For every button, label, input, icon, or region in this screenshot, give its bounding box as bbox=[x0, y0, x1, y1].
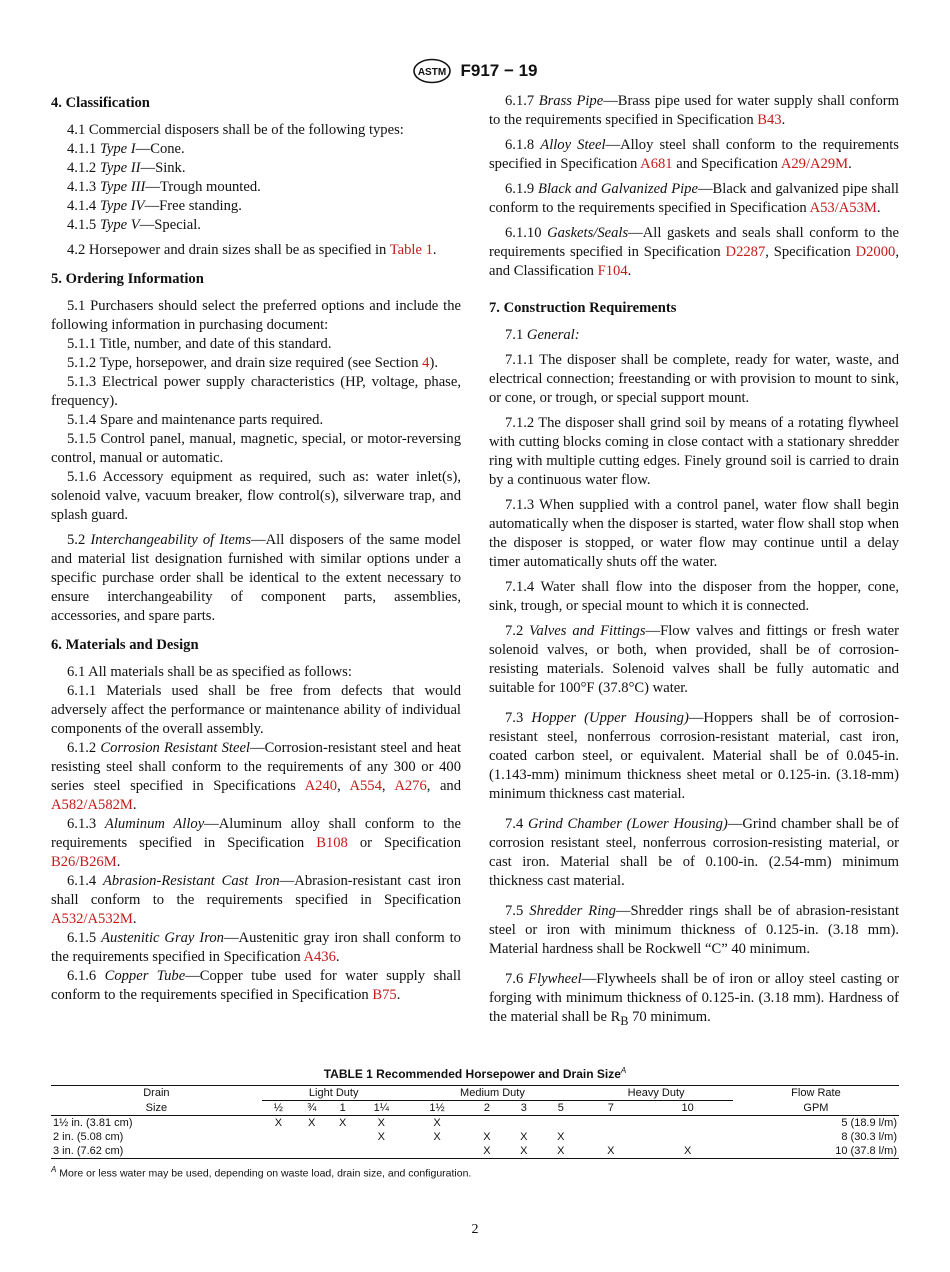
section-4-link[interactable]: 4 bbox=[422, 355, 430, 371]
drain-header: Drain bbox=[51, 1086, 262, 1101]
hp-header: ½ bbox=[262, 1101, 295, 1116]
para-7-1-3: 7.1.3 When supplied with a control panel, water flow shall begin automatically when the disposer is started, water flow shall stop when the disposer is stopped, or water flow may continue until a delay timer automatically shuts off the water. bbox=[489, 497, 899, 570]
light-duty-header: Light Duty bbox=[262, 1086, 406, 1101]
para-6-1-7: 6.1.7 Brass Pipe—Brass pipe used for water supply shall conform to the requirements specified in Specification B43. bbox=[489, 93, 899, 128]
flow-rate-header: Flow Rate bbox=[733, 1086, 899, 1101]
table-row: 1½ in. (3.81 cm) X X X X X 5 (18.9 l/m) bbox=[53, 1117, 897, 1129]
para-6-1-2: 6.1.2 Corrosion Resistant Steel—Corrosion-resistant steel and heat resisting steel shall conform to the requirements of any 300 or 400 series steel specified in Specifications A240, A554, A276, and A582/A582M. bbox=[51, 740, 462, 813]
astm-logo-icon bbox=[412, 58, 452, 84]
table-footnote: $^A$ More or less water may be used, depending on waste load, drain size, and configuration. bbox=[51, 1165, 472, 1180]
para-5-1-3: 5.1.3 Electrical power supply characteristics (HP, voltage, phase, frequency). bbox=[51, 374, 461, 409]
type-item: 4.1.4 Type IV—Free standing. bbox=[67, 198, 242, 214]
spec-link[interactable]: B75 bbox=[372, 987, 397, 1003]
para-7-3: 7.3 Hopper (Upper Housing)—Hoppers shall be of corrosion-resistant steel, nonferrous corrosion-resistant material, cast iron, coated carbon steel, or equivalent. Material shall be of 0.045-in. (1.143-mm) minimum thickness sheet metal or 0.125-in. (3.18-mm) minimum thickness cast material. bbox=[489, 710, 899, 802]
spec-link[interactable]: A276 bbox=[394, 778, 427, 794]
section-7-heading: 7. Construction Requirements bbox=[489, 300, 677, 316]
hp-header: 1 bbox=[328, 1101, 357, 1116]
para-4-1: 4.1 Commercial disposers shall be of the following types: bbox=[67, 122, 404, 138]
table-row: 3 in. (7.62 cm) X X X X X 10 (37.8 l/m) bbox=[53, 1145, 897, 1157]
para-5-1: 5.1 Purchasers should select the preferred options and include the following information in purchasing document: bbox=[51, 298, 461, 333]
table-1 bbox=[51, 1066, 899, 1180]
page-header bbox=[0, 58, 950, 84]
spec-link[interactable]: B26/B26M bbox=[51, 854, 117, 870]
hp-header: 1¼ bbox=[357, 1101, 406, 1116]
para-7-1-4: 7.1.4 Water shall flow into the disposer from the hopper, cone, sink, trough, or special mount to which it is connected. bbox=[489, 579, 899, 614]
table-row: 2 in. (5.08 cm) X X X X X 8 (30.3 l/m) bbox=[53, 1131, 897, 1143]
document-designation: F917 − 19 bbox=[460, 61, 538, 80]
para-6-1-9: 6.1.9 Black and Galvanized Pipe—Black and galvanized pipe shall conform to the requirements specified in Specification A53/A53M. bbox=[489, 181, 899, 216]
para-5-2: 5.2 Interchangeability of Items—All disposers of the same model and material list designation furnished with similar options under a specific purchase order shall be identical to the extent necessary to ensure interchangeability of component parts, assemblies, accessories, and spare parts. bbox=[51, 532, 461, 624]
right-column bbox=[489, 92, 899, 1031]
hp-header: 1½ bbox=[406, 1101, 469, 1116]
type-item: 4.1.3 Type III—Trough mounted. bbox=[67, 179, 261, 195]
spec-link[interactable]: D2287 bbox=[725, 244, 766, 260]
para-6-1-5: 6.1.5 Austenitic Gray Iron—Austenitic gray iron shall conform to the requirements specified in Specification A436. bbox=[51, 930, 461, 965]
spec-link[interactable]: A532/A532M bbox=[51, 911, 133, 927]
spec-link[interactable]: A53/A53M bbox=[809, 200, 877, 216]
para-7-2: 7.2 Valves and Fittings—Flow valves and fittings or fresh water solenoid valves, or both, when provided, shall be of corrosion-resisting materials. Solenoid valves shall be fully automatic and suitable for 100°F (37.8°C) water. bbox=[489, 623, 899, 696]
para-5-1-5: 5.1.5 Control panel, manual, magnetic, special, or motor-reversing control, manual or automatic. bbox=[51, 431, 461, 466]
para-5-1-2: 5.1.2 Type, horsepower, and drain size required (see Section 4). bbox=[67, 355, 438, 371]
para-5-1-4: 5.1.4 Spare and maintenance parts required. bbox=[67, 412, 324, 428]
section-4-heading: 4. Classification bbox=[51, 95, 150, 111]
horsepower-table bbox=[51, 1085, 899, 1159]
para-7-4: 7.4 Grind Chamber (Lower Housing)—Grind chamber shall be of corrosion resistant steel, nonferrous corrosion-resisting material, or cast iron. Material shall be of 0.100-in. (2.54-mm) minimum thickness cast material. bbox=[489, 816, 899, 889]
heavy-duty-header: Heavy Duty bbox=[579, 1086, 733, 1101]
para-6-1-8: 6.1.8 Alloy Steel—Alloy steel shall conform to the requirements specified in Specification A681 and Specification A29/A29M. bbox=[489, 137, 899, 172]
para-6-1-6: 6.1.6 Copper Tube—Copper tube used for water supply shall conform to the requirements specified in Specification B75. bbox=[51, 968, 462, 1003]
para-5-1-6: 5.1.6 Accessory equipment as required, such as: water inlet(s), solenoid valve, vacuum breaker, flow control(s), silverware trap, and splash guard. bbox=[51, 469, 461, 523]
para-6-1-3: 6.1.3 Aluminum Alloy—Aluminum alloy shall conform to the requirements specified in Specification B108 or Specification B26/B26M. bbox=[51, 816, 461, 870]
para-7-1-1: 7.1.1 The disposer shall be complete, ready for water, waste, and electrical connection; freestanding or with provision to mount to sink, or cone, or trough, or special support mount. bbox=[489, 352, 899, 406]
spec-link[interactable]: A240 bbox=[304, 778, 338, 794]
para-7-1: 7.1 General: bbox=[505, 327, 580, 343]
hp-header: ¾ bbox=[295, 1101, 328, 1116]
para-7-1-2: 7.1.2 The disposer shall grind soil by means of a rotating flywheel with cutting blocks coming in close contact with a stationary shredder ring with multiple cutting edges. Finely ground soil is carried to drain by a continuous water flow. bbox=[489, 415, 899, 488]
type-item: 4.1.2 Type II—Sink. bbox=[67, 160, 186, 176]
table-1-link[interactable]: Table 1 bbox=[389, 242, 433, 258]
type-item: 4.1.5 Type V—Special. bbox=[67, 217, 201, 233]
hp-header: 5 bbox=[542, 1101, 579, 1116]
spec-link[interactable]: A554 bbox=[349, 778, 382, 794]
section-5-heading: 5. Ordering Information bbox=[51, 271, 204, 287]
spec-link[interactable]: B43 bbox=[757, 112, 782, 128]
para-7-6: 7.6 Flywheel—Flywheels shall be of iron or alloy steel casting or forging with minimum thickness of 0.125-in. (3.18 mm). Hardness of the material shall be $R_B$ 70 minimum. bbox=[489, 971, 900, 1028]
section-6-heading: 6. Materials and Design bbox=[51, 637, 199, 653]
size-header: Size bbox=[51, 1101, 262, 1116]
spec-link[interactable]: A436 bbox=[303, 949, 336, 965]
para-6-1: 6.1 All materials shall be as specified as follows: bbox=[67, 664, 352, 680]
gpm-header: GPM bbox=[733, 1101, 899, 1116]
left-column bbox=[51, 92, 461, 1005]
astm-logo-text: ASTM bbox=[418, 67, 447, 78]
spec-link[interactable]: D2000 bbox=[855, 244, 896, 260]
para-6-1-1: 6.1.1 Materials used shall be free from defects that would adversely affect the performance or maintenance ability of individual components of the overall assembly. bbox=[51, 683, 461, 737]
spec-link[interactable]: A582/A582M bbox=[51, 797, 133, 813]
para-6-1-10: 6.1.10 Gaskets/Seals—All gaskets and seals shall conform to the requirements specified in Specification D2287, Specification D2000, and Classification F104. bbox=[489, 225, 899, 279]
hp-header: 3 bbox=[505, 1101, 542, 1116]
para-6-1-4: 6.1.4 Abrasion-Resistant Cast Iron—Abrasion-resistant cast iron shall conform to the requirements specified in Specification A532/A532M. bbox=[51, 873, 461, 927]
medium-duty-header: Medium Duty bbox=[406, 1086, 580, 1101]
hp-header: 7 bbox=[579, 1101, 642, 1116]
para-4-2: 4.2 Horsepower and drain sizes shall be as specified in Table 1. bbox=[67, 242, 437, 258]
type-item: 4.1.1 Type I—Cone. bbox=[67, 141, 185, 157]
spec-link[interactable]: B108 bbox=[316, 835, 348, 851]
hp-header: 10 bbox=[642, 1101, 732, 1116]
spec-link[interactable]: F104 bbox=[597, 263, 628, 279]
spec-link[interactable]: A681 bbox=[640, 156, 673, 172]
para-7-5: 7.5 Shredder Ring—Shredder rings shall be of abrasion-resistant steel or iron with minimum thickness of 0.125-in. (3.18 mm). Material hardness shall be Rockwell “C” 40 minimum. bbox=[489, 903, 899, 957]
page-number: 2 bbox=[471, 1222, 479, 1237]
spec-link[interactable]: A29/A29M bbox=[780, 156, 849, 172]
hp-header: 2 bbox=[468, 1101, 505, 1116]
para-5-1-1: 5.1.1 Title, number, and date of this standard. bbox=[67, 336, 332, 352]
table-title: TABLE 1 Recommended Horsepower and Drain Size$^A$ bbox=[323, 1066, 627, 1081]
